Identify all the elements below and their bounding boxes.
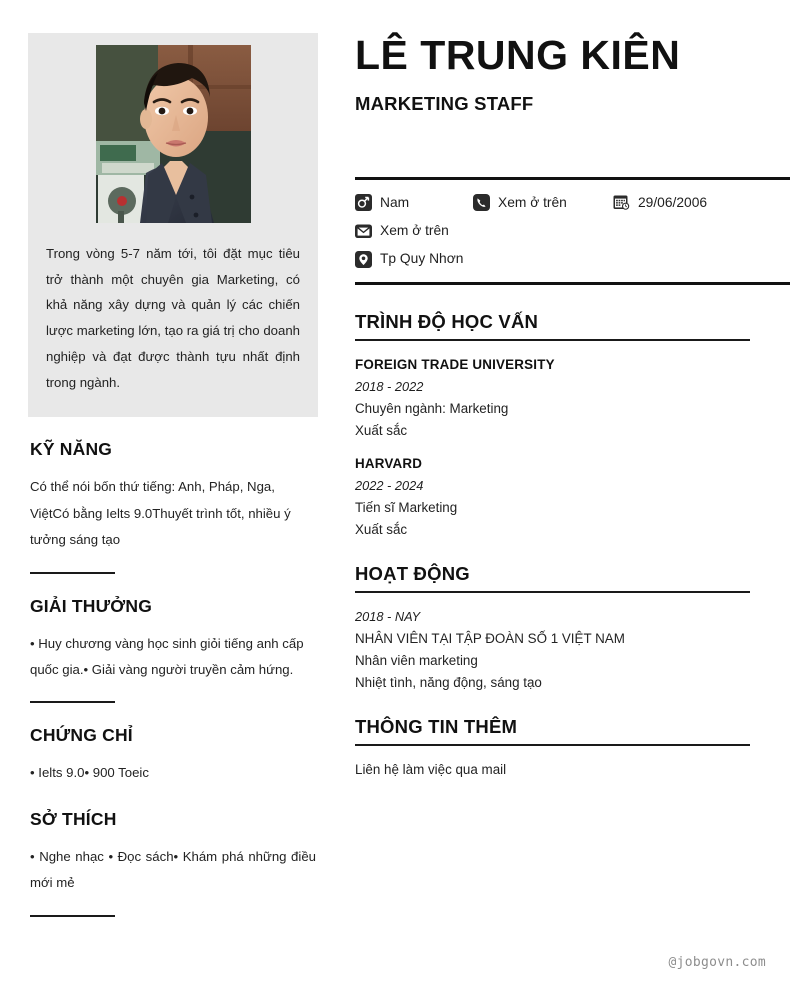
education-entry <box>355 357 790 438</box>
education-entry <box>355 456 790 537</box>
phone-icon <box>473 194 490 211</box>
contact-gender-value: Nam <box>380 194 410 210</box>
education-grade: Xuất sắc <box>355 423 408 439</box>
education-detail: Tiến sĩ Marketing <box>355 500 458 516</box>
section-rule <box>355 744 750 746</box>
avatar <box>96 45 251 223</box>
contact-birthday-value: 29/06/2006 <box>638 194 708 210</box>
hobbies-heading: SỞ THÍCH <box>30 808 117 829</box>
calendar-icon <box>613 194 630 211</box>
contact-birthday <box>613 192 707 214</box>
activities-heading: HOẠT ĐỘNG <box>355 563 470 585</box>
hobbies-body: • Nghe nhạc • Đọc sách• Khám phá những điều mới mẻ <box>30 848 316 891</box>
contact-row <box>355 220 790 242</box>
section-divider <box>30 701 115 703</box>
watermark: @jobgovn.com <box>668 955 766 970</box>
contact-phone <box>473 192 613 214</box>
section-divider <box>30 915 115 917</box>
activity-entry <box>355 609 790 690</box>
education-heading: TRÌNH ĐỘ HỌC VẤN <box>355 311 539 333</box>
contact-phone-value: Xem ở trên <box>498 194 567 210</box>
location-pin-icon <box>355 251 372 268</box>
education-date: 2018 - 2022 <box>355 379 424 395</box>
page-title: LÊ TRUNG KIÊN <box>355 32 681 78</box>
section-rule <box>355 591 750 593</box>
right-column <box>355 33 790 777</box>
section-divider <box>30 572 115 574</box>
portrait-photo-icon <box>96 45 251 223</box>
extra-info-section <box>355 716 790 777</box>
awards-section <box>28 596 318 704</box>
extra-info-heading: THÔNG TIN THÊM <box>355 716 518 738</box>
activity-date: 2018 - NAY <box>355 609 421 625</box>
activities-section <box>355 563 790 690</box>
section-rule <box>355 339 750 341</box>
certificates-section <box>28 725 318 786</box>
contact-email <box>355 220 449 242</box>
skills-body: Có thể nói bốn thứ tiếng: Anh, Pháp, Nga, ViệtCó bằng Ielts 9.0Thuyết trình tốt, nhiều ý tưởng sáng tạo <box>30 479 291 548</box>
education-section <box>355 311 790 537</box>
contact-row <box>355 192 790 214</box>
extra-info-text: Liên hệ làm việc qua mail <box>355 762 507 778</box>
contact-block <box>355 177 790 285</box>
activity-org: NHÂN VIÊN TẠI TẬP ĐOÀN SỐ 1 VIỆT NAM <box>355 631 625 647</box>
job-title: MARKETING STAFF <box>355 92 534 114</box>
hobbies-section <box>28 809 318 917</box>
contact-gender <box>355 192 473 214</box>
activity-detail: Nhiệt tình, năng động, sáng tạo <box>355 675 542 691</box>
certificates-body: • Ielts 9.0• 900 Toeic <box>30 765 149 781</box>
email-icon <box>355 223 372 240</box>
education-org: FOREIGN TRADE UNIVERSITY <box>355 357 555 373</box>
gender-icon <box>355 194 372 211</box>
contact-address-value: Tp Quy Nhơn <box>380 251 464 267</box>
certificates-heading: CHỨNG CHỈ <box>30 725 133 746</box>
awards-heading: GIẢI THƯỞNG <box>30 595 153 616</box>
skills-heading: KỸ NĂNG <box>30 439 113 460</box>
left-column <box>28 33 318 917</box>
awards-body: • Huy chương vàng học sinh giỏi tiếng anh cấp quốc gia.• Giải vàng người truyền cảm hứng. <box>30 635 304 678</box>
profile-summary: Trong vòng 5-7 năm tới, tôi đặt mục tiêu trở thành một chuyên gia Marketing, có khả năng xây dựng và quản lý các chiến lược marketing lớn, tạo ra giá trị cho doanh nghiệp và đạt được thành tựu nhất định trong ngành. <box>46 246 300 390</box>
contact-address <box>355 248 463 270</box>
contact-email-value: Xem ở trên <box>380 222 449 238</box>
contact-row <box>355 248 790 270</box>
education-date: 2022 - 2024 <box>355 478 424 494</box>
photo-panel <box>28 33 318 417</box>
skills-section <box>28 439 318 573</box>
education-detail: Chuyên ngành: Marketing <box>355 401 509 417</box>
activity-role: Nhân viên marketing <box>355 653 478 669</box>
education-org: HARVARD <box>355 456 423 472</box>
education-grade: Xuất sắc <box>355 522 408 538</box>
